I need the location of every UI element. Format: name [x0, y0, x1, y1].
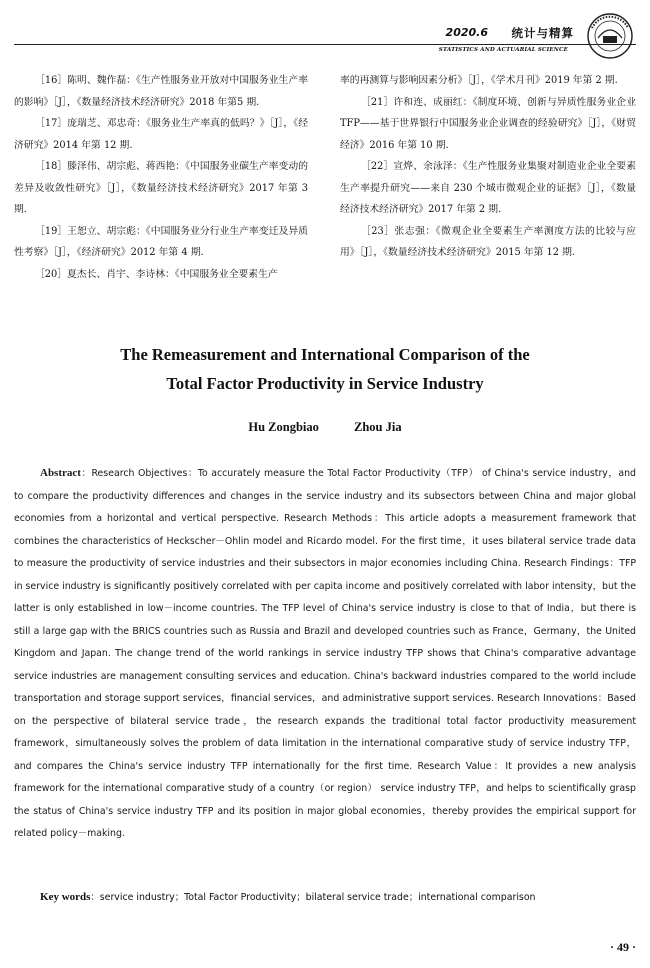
- reference-item: ［21］许和连、成丽红：《制度环境、创新与异质性服务业企业 TFP——基于世界银行中国服务业企业调查的经验研究》［J］，《财贸经济》2016 年第 10 期.: [340, 96, 636, 151]
- reference-item: ［16］陈明、魏作磊：《生产性服务业开放对中国服务业生产率的影响》［J］，《数量经济技术经济研究》2018 年第5 期.: [14, 75, 308, 108]
- references-left-column: [14, 70, 308, 285]
- journal-seal-icon: [584, 10, 636, 62]
- reference-item: ［18］滕泽伟、胡宗彪、蒋西艳：《中国服务业碳生产率变动的差异及收敛性研究》［J］，《数量经济技术经济研究》2017 年第 3 期.: [14, 161, 308, 215]
- reference-item: ［19］王恕立、胡宗彪：《中国服务业分行业生产率变迁及异质性考察》［J］，《经济研究》2012 年第 4 期.: [14, 225, 308, 258]
- journal-issue: 2020.6: [445, 26, 488, 39]
- abstract-label: Abstract: [40, 467, 81, 479]
- reference-item: ［20］夏杰长、肖宇、李诗林：《中国服务业全要素生产: [35, 268, 278, 280]
- title-line-2: Total Factor Productivity in Service Industry: [166, 374, 484, 393]
- page-header: [14, 22, 636, 53]
- keywords-label: Key words: [40, 891, 91, 903]
- title-line-1: The Remeasurement and International Comparison of the: [120, 345, 530, 364]
- journal-name-en: STATISTICS AND ACTUARIAL SCIENCE: [438, 47, 568, 53]
- article-title: [14, 340, 636, 398]
- keywords-text: ：service industry；Total Factor Productivity；bilateral service trade；international comparison: [90, 892, 536, 903]
- journal-name-cn: 统计与精算: [511, 26, 574, 40]
- reference-item: ［22］宣烨、余泳泽：《生产性服务业集聚对制造业企业全要素生产率提升研究——来自 230 个城市微观企业的证据》［J］，《数量经济技术经济研究》2017 年第 2 期.: [340, 161, 636, 215]
- reference-item: ［23］张志强：《微观企业全要素生产率测度方法的比较与应用》［J］，《数量经济技术经济研究》2015 年第 12 期.: [340, 225, 636, 258]
- abstract: [14, 462, 636, 846]
- authors: [0, 420, 650, 435]
- references-right-column: [340, 70, 636, 264]
- abstract-text: ：Research Objectives：To accurately measure the Total Factor Productivity（TFP） of China's service industry，and to compare the productivity differences and changes in the service industry and its subsectors between China and major global economies from a horizontal and vertical perspective. Research Methods：This article adopts a measurement framework that combines the characteristics of Heckscher－Ohlin model and Ricardo model. For the first time，it uses bilateral service trade data to measure the productivity of service industries and their subsectors in major economies including China. Research Findings：TFP in service industry is significantly positively correlated with per capita income and positively correlated with labor intensity，but the latter is only established in low－income countries. The TFP level of China's service industry is close to that of India，but there is still a large gap with the BRICS countries such as Russia and Brazil and developed countries such as France，Germany，the United Kingdom and Japan. The change trend of the world rankings in service industry TFP shows that China's comparative advantage service industries are management consulting services and education. China's backward industries compared to the world include transportation and storage support services，financial services，and administrative support services. Research Innovations：Based on the perspective of bilateral service trade，the research expands the traditional total factor productivity measurement framework，simultaneously solves the problem of data limitation in the international comparative study of service industry TFP，and compares the China's service industry TFP internationally for the first time. Research Value：It provides a new analysis framework for the international comparative study of a country（or region） service industry TFP，and helps to scientifically grasp the status of China's service industry TFP and its position in major global economies，thereby provides the empirical support for related policy－making.: [14, 468, 636, 839]
- header-rule: [14, 44, 636, 45]
- reference-item: 率的再测算与影响因素分析》［J］，《学术月刊》2019 年第 2 期.: [340, 75, 618, 86]
- author-2: Zhou Jia: [354, 420, 402, 434]
- keywords: [14, 887, 636, 908]
- author-1: Hu Zongbiao: [248, 420, 319, 434]
- reference-item: ［17］庞瑞芝、邓忠奇：《服务业生产率真的低吗？》［J］，《经济研究》2014 年第 12 期.: [14, 118, 308, 151]
- page-number: · 49 ·: [609, 940, 636, 954]
